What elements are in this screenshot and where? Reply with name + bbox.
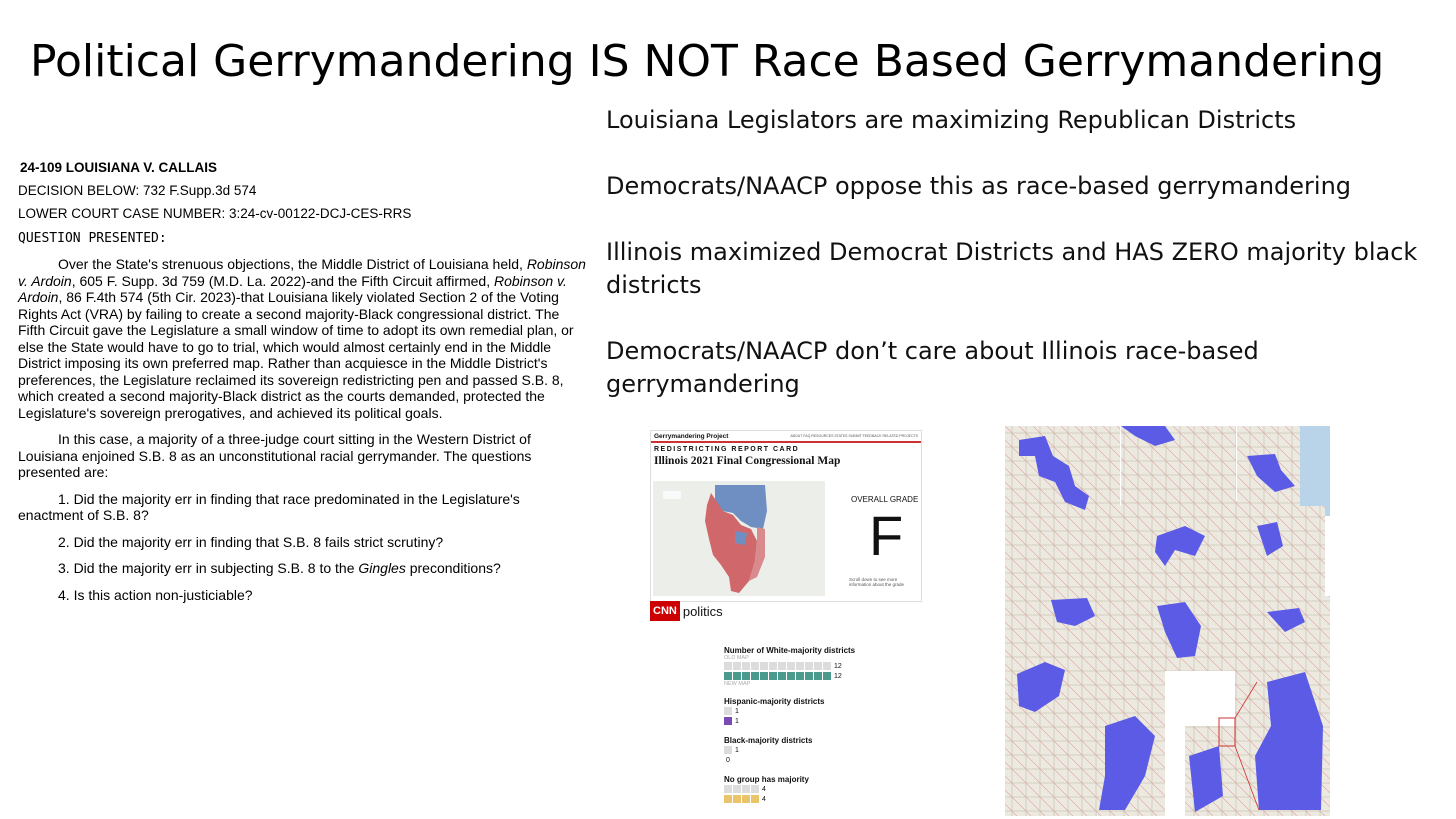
point-2: Democrats/NAACP oppose this as race-based gerrymandering [606, 172, 1352, 200]
cnn-logo: CNN [650, 601, 680, 621]
district-count: 1 [735, 707, 739, 715]
question-1: 1. Did the majority err in finding that race predominated in the Legislature's enactment of S.B. 8? [18, 490, 520, 523]
q3-a: 3. Did the majority err in subjecting S.B. 8 to the [58, 560, 359, 576]
district-composition-stats [724, 636, 874, 804]
cnn-politics-header [650, 601, 723, 621]
district-square [742, 785, 750, 793]
q3-gingles: Gingles [358, 560, 406, 576]
district-square [760, 662, 768, 670]
bullet-points [606, 104, 1446, 434]
district-square [724, 707, 732, 715]
stat-row [724, 784, 874, 794]
decision-below: DECISION BELOW: 732 F.Supp.3d 574 [18, 183, 257, 198]
stat-row [724, 745, 874, 755]
district-square [742, 662, 750, 670]
supreme-court-docket [18, 160, 588, 603]
para1-b: , 605 F. Supp. 3d 759 (M.D. La. 2022)-and the Fifth Circuit affirmed, [71, 272, 494, 289]
district-square [742, 672, 750, 680]
stat-row [724, 706, 874, 716]
district-square [787, 672, 795, 680]
paragraph-2: In this case, a majority of a three-judge court sitting in the Western District of Louisiana enjoined S.B. 8 as an unconstitutional racial gerrymander. The questions presented are: [18, 431, 532, 480]
district-square [778, 672, 786, 680]
district-square [724, 672, 732, 680]
report-card-label: REDISTRICTING REPORT CARD [654, 446, 800, 453]
stat-row [724, 716, 874, 726]
q3-b: preconditions? [405, 560, 501, 576]
stat-group-label: Number of White-majority districts [724, 646, 856, 655]
district-square [724, 717, 732, 725]
question-4: 4. Is this action non-justiciable? [58, 586, 253, 603]
stat-group-label: No group has majority [724, 775, 809, 784]
district-square [787, 662, 795, 670]
district-count: 1 [735, 717, 739, 725]
illinois-center-dem [735, 531, 747, 545]
slide-title: Political Gerrymandering IS NOT Race Based Gerrymandering [30, 36, 1385, 87]
map-tile-4 [1005, 506, 1165, 601]
gerrymandering-project-brand: Gerrymandering Project [654, 432, 729, 440]
overall-grade: F [869, 504, 904, 567]
district-square [724, 662, 732, 670]
case-citation-2: Robinson v. Ardoin [18, 272, 567, 305]
cnn-section: politics [682, 603, 723, 619]
district-square [724, 795, 732, 803]
point-1: Louisiana Legislators are maximizing Republican Districts [606, 106, 1297, 134]
district-square [814, 662, 822, 670]
district-count: 4 [762, 795, 766, 803]
district-square [760, 672, 768, 680]
district-square [724, 785, 732, 793]
district-square [751, 785, 759, 793]
para1-c: , 86 F.4th 574 (5th Cir. 2023)-that Louisiana likely violated Section 2 of the Voting Rights Act (VRA) by failing to create a second majority-Black congressional district. The Fifth Circuit gave the Legislature a small window of time to adopt its own remedial plan, or else the State would have to go to trial, which would almost certainly end in the Middle District imposing its own preferred map. Rather than acquiesce in the Middle District's preferences, the Legislature reclaimed its sovereign redistricting pen and passed S.B. 8, which created a second majority-Black district as the courts demanded, protected the Legislature's sovereign prerogatives, and achieved its political goals. [18, 289, 574, 421]
case-citation-1: Robinson v. Ardoin [18, 256, 586, 289]
old-map-label: OLD MAP [724, 655, 749, 661]
district-count: 12 [834, 662, 842, 670]
report-card-screenshot [650, 430, 922, 602]
district-square [796, 672, 804, 680]
report-card-topbar [651, 431, 921, 443]
district-square [796, 662, 804, 670]
paragraph-1 [18, 256, 588, 421]
illinois-district-map [653, 481, 825, 596]
district-square [751, 795, 759, 803]
map-tile-9 [1245, 596, 1330, 671]
district-square [751, 662, 759, 670]
district-count: 4 [762, 785, 766, 793]
district-square [805, 662, 813, 670]
question-3 [18, 560, 588, 577]
report-card-nav: ABOUT FAQ RESOURCES STATES SUBMIT FEEDBACK RELATED PROJECTS [790, 434, 918, 438]
district-count: 12 [834, 672, 842, 680]
question-presented-heading: QUESTION PRESENTED: [18, 231, 167, 246]
district-square [778, 662, 786, 670]
point-3: Illinois maximized Democrat Districts and HAS ZERO majority black districts [606, 238, 1418, 299]
district-square [733, 795, 741, 803]
district-count: 0 [726, 756, 730, 764]
stat-row [724, 671, 874, 681]
para1-a: Over the State's strenuous objections, the Middle District of Louisiana held, [58, 256, 527, 272]
new-map-label: NEW MAP [724, 681, 751, 687]
question-2: 2. Did the majority err in finding that S.B. 8 fails strict scrutiny? [58, 533, 444, 550]
district-square [769, 672, 777, 680]
point-4: Democrats/NAACP don’t care about Illinois race-based gerrymandering [606, 337, 1259, 398]
district-square [769, 662, 777, 670]
district-square [805, 672, 813, 680]
district-count: 1 [735, 746, 739, 754]
report-card-map-title: Illinois 2021 Final Congressional Map [654, 455, 841, 467]
district-square [823, 672, 831, 680]
stat-row [724, 755, 874, 765]
scroll-note: Scroll down to see more information about the grade [849, 577, 905, 587]
stat-row [724, 661, 874, 671]
district-square [751, 672, 759, 680]
stat-row [724, 794, 874, 804]
overall-grade-label: OVERALL GRADE [851, 495, 919, 504]
lower-court-number: LOWER COURT CASE NUMBER: 3:24-cv-00122-DCJ-CES-RRS [18, 206, 412, 221]
district-square [742, 795, 750, 803]
case-name: 24-109 LOUISIANA V. CALLAIS [20, 160, 218, 175]
district-square [724, 746, 732, 754]
stat-group-label: Black-majority districts [724, 736, 813, 745]
district-square [733, 672, 741, 680]
stat-group-label: Hispanic-majority districts [724, 697, 825, 706]
district-square [733, 785, 741, 793]
illinois-district-map-collage [1005, 426, 1330, 816]
lake-michigan-1 [1300, 426, 1330, 516]
district-square [823, 662, 831, 670]
district-square [814, 672, 822, 680]
district-square [733, 662, 741, 670]
